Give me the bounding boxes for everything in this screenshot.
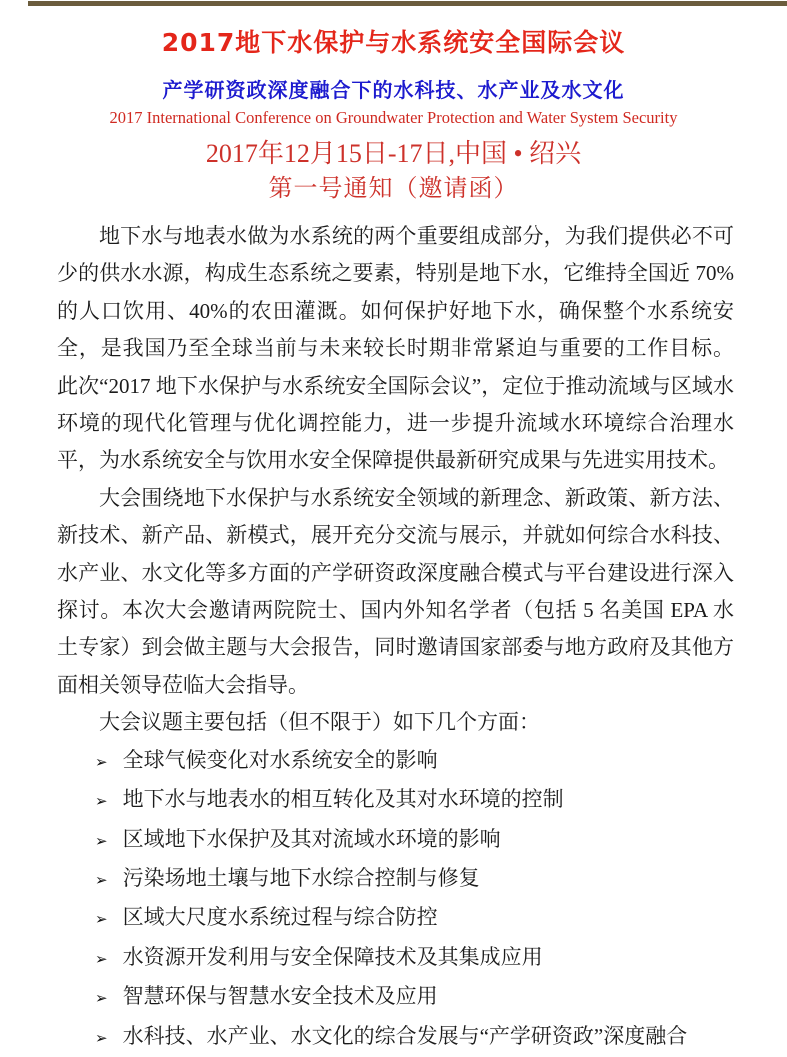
paragraph-intro: 地下水与地表水做为水系统的两个重要组成部分，为我们提供必不可少的供水水源，构成生态系统之要素，特别是地下水，它维持全国近 70%的人口饮用、40%的农田灌溉。如何保护好地下水，确保整个水系统安全，是我国乃至全球当前与未来较长时期非常紧迫与重要的工作目标。 此次“2017 地下水保护与水系统安全国际会议”，定位于推动流域与区域水环境的现代化管理与优化调控能力，进一步提升流域水环境综合治理水平，为水系统安全与饮用水安全保障提供最新研究成果与先进实用技术。 — [57, 224, 734, 473]
topic-text: 全球气候变化对水系统安全的影响 — [122, 747, 438, 772]
conference-title-en: 2017 International Conference on Groundwater Protection and Water System Security — [109, 108, 678, 127]
arrow-bullet-icon: ➢ — [95, 870, 108, 889]
paragraph-scope: 大会围绕地下水保护与水系统安全领域的新理念、新政策、新方法、新技术、新产品、新模式，展开充分交流与展示，并就如何综合水科技、水产业、水文化等多方面的产学研资政深度融合模式与平台建设进行深入探讨。本次大会邀请两院院士、国内外知名学者（包括 5 名美国 EPA 水土专家）到会做主题与大会报告，同时邀请国家部委与地方政府及其他方面相关领导莅临大会指导。 — [57, 485, 734, 697]
document-header — [0, 28, 787, 204]
topic-text: 污染场地土壤与地下水综合控制与修复 — [122, 865, 480, 890]
list-item — [95, 860, 734, 899]
list-item — [95, 978, 734, 1017]
topic-text: 智慧环保与智慧水安全技术及应用 — [122, 984, 438, 1009]
list-item — [95, 1018, 734, 1057]
topic-text: 水科技、水产业、水文化的综合发展与“产学研资政”深度融合 — [122, 1023, 688, 1048]
topic-text: 水资源开发利用与安全保障技术及其集成应用 — [122, 944, 543, 969]
arrow-bullet-icon: ➢ — [95, 989, 108, 1008]
topic-text: 区域大尺度水系统过程与综合防控 — [122, 905, 438, 930]
list-item — [95, 821, 734, 860]
document-page — [0, 1, 787, 1057]
conference-date-location: 2017年12月15日-17日,中国 • 绍兴 — [205, 139, 582, 168]
document-body — [57, 218, 734, 1057]
topic-text: 地下水与地表水的相互转化及其对水环境的控制 — [122, 787, 564, 812]
arrow-bullet-icon: ➢ — [95, 792, 108, 811]
paragraph-topics-lead: 大会议题主要包括（但不限于）如下几个方面： — [99, 710, 540, 735]
conference-title-cn: 2017地下水保护与水系统安全国际会议 — [161, 28, 626, 57]
conference-subtitle-cn: 产学研资政深度融合下的水科技、水产业及水文化 — [162, 78, 625, 102]
list-item — [95, 781, 734, 820]
arrow-bullet-icon: ➢ — [95, 1028, 108, 1047]
arrow-bullet-icon: ➢ — [95, 752, 108, 771]
arrow-bullet-icon: ➢ — [95, 910, 108, 929]
list-item — [95, 742, 734, 781]
arrow-bullet-icon: ➢ — [95, 831, 108, 850]
notice-title: 第一号通知（邀请函） — [268, 176, 519, 202]
topics-list — [57, 742, 734, 1057]
list-item — [95, 939, 734, 978]
list-item — [95, 899, 734, 938]
top-border-bar — [28, 1, 787, 6]
arrow-bullet-icon: ➢ — [95, 949, 108, 968]
topic-text: 区域地下水保护及其对流域水环境的影响 — [122, 826, 501, 851]
